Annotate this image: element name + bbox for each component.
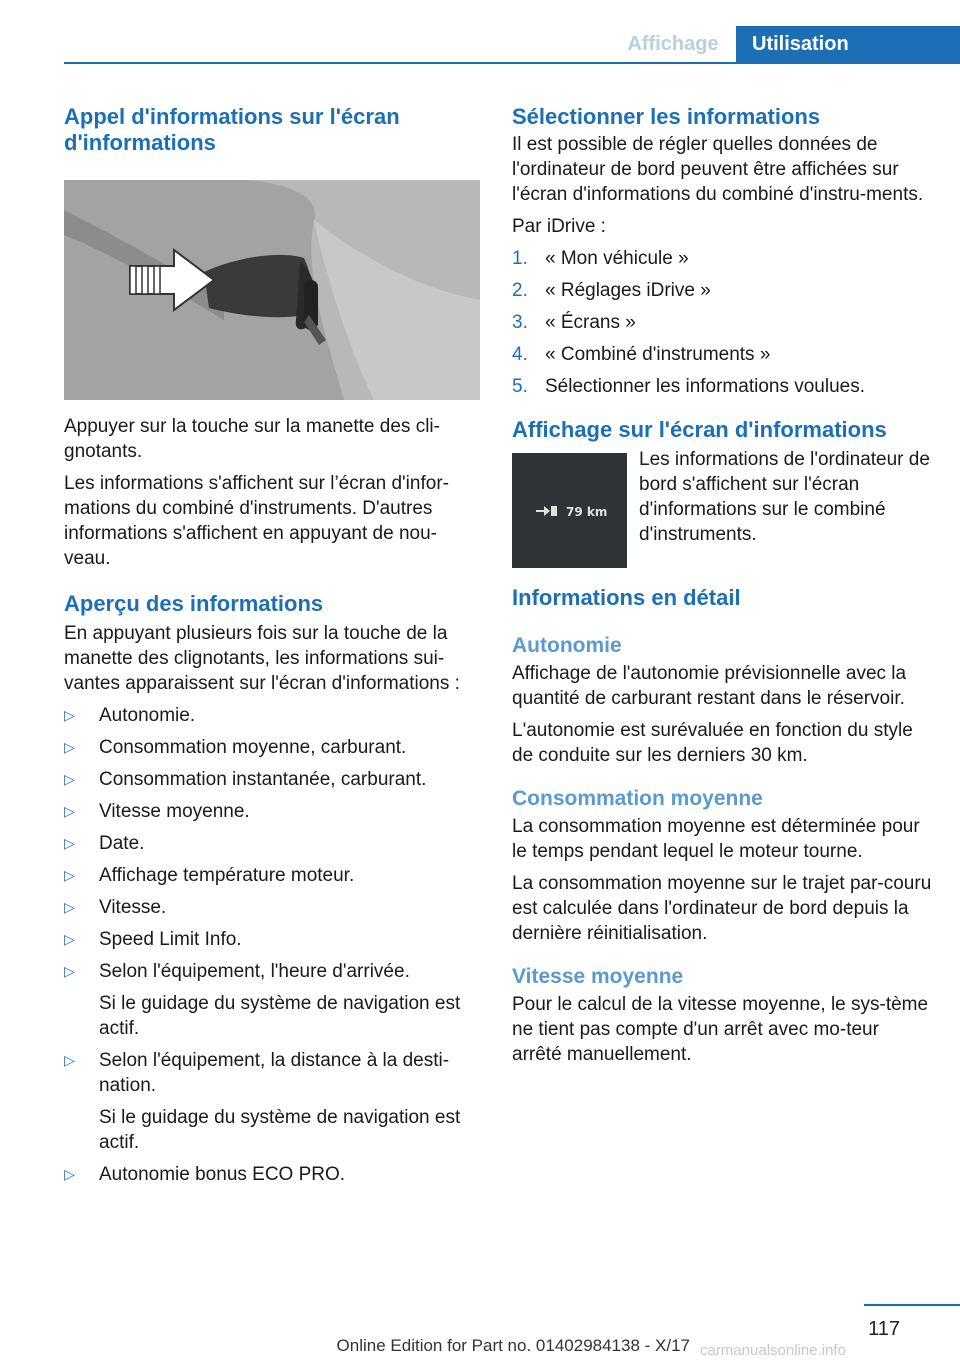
step-number: 4. <box>512 344 528 365</box>
triangle-bullet-icon: ▷ <box>64 1166 75 1182</box>
list-item <box>64 767 482 792</box>
paragraph-appuyer: Appuyer sur la touche sur la manette des cli-gnotants. <box>64 416 440 462</box>
triangle-bullet-icon: ▷ <box>64 739 75 755</box>
step-item <box>512 278 932 303</box>
idrive-steps <box>512 246 932 399</box>
step-text: Sélectionner les informations voulues. <box>545 376 866 397</box>
list-item-text: Selon l'équipement, la distance à la desti-nation. <box>99 1050 450 1096</box>
list-item <box>64 863 482 888</box>
step-item <box>512 374 932 399</box>
heading-consommation-moyenne: Consommation moyenne <box>512 787 763 810</box>
paragraph-consommation-2: La consommation moyenne sur le trajet par-couru est calculée dans l'ordinateur de bord depuis la dernière réinitialisation. <box>512 873 932 944</box>
paragraph-autonomie-1: Affichage de l'autonomie prévisionnelle avec la quantité de carburant restant dans le réservoir. <box>512 663 907 709</box>
paragraph-en-appuyant: En appuyant plusieurs fois sur la touche de la manette des clignotants, les informations sui-vantes apparaissent sur l'écran d'informations : <box>64 623 460 694</box>
triangle-bullet-icon: ▷ <box>64 835 75 851</box>
heading-informations-detail: Informations en détail <box>512 585 741 610</box>
step-number: 1. <box>512 248 528 269</box>
list-item-text: Vitesse. <box>99 897 167 918</box>
step-text: « Combiné d'instruments » <box>545 344 771 365</box>
triangle-bullet-icon: ▷ <box>64 771 75 787</box>
triangle-bullet-icon: ▷ <box>64 803 75 819</box>
paragraph-consommation-1: La consommation moyenne est déterminée pour le temps pendant lequel le moteur tourne. <box>512 816 920 862</box>
header-tab-utilisation: Utilisation <box>736 26 960 62</box>
list-item-text: Vitesse moyenne. <box>99 801 250 822</box>
list-item <box>64 703 482 728</box>
step-item <box>512 310 932 335</box>
list-item-text: Selon l'équipement, l'heure d'arrivée. <box>99 961 410 982</box>
list-item-subtext: Si le guidage du système de navigation est actif. <box>99 993 461 1039</box>
triangle-bullet-icon: ▷ <box>64 963 75 979</box>
page-number: 117 <box>868 1318 900 1340</box>
info-list <box>64 703 482 1187</box>
list-item <box>64 799 482 824</box>
watermark: carmanualsonline.info <box>700 1342 846 1359</box>
triangle-bullet-icon: ▷ <box>64 707 75 723</box>
step-number: 5. <box>512 376 528 397</box>
heading-affichage-ecran: Affichage sur l'écran d'informations <box>512 417 887 442</box>
step-item <box>512 342 932 367</box>
list-item <box>64 959 482 1041</box>
list-item-text: Autonomie bonus ECO PRO. <box>99 1164 346 1185</box>
step-number: 2. <box>512 280 528 301</box>
list-item <box>64 895 482 920</box>
step-item <box>512 246 932 271</box>
heading-autonomie: Autonomie <box>512 634 622 657</box>
list-item-text: Speed Limit Info. <box>99 929 242 950</box>
header-tab-affichage: Affichage <box>627 33 719 55</box>
list-item <box>64 1162 482 1187</box>
paragraph-informations-affichent: Les informations s'affichent sur l’écran d'infor-mations du combiné d'instruments. D'autres informations s'affichent en appuyant de nou-veau. <box>64 473 449 569</box>
heading-appel-informations: Appel d'informations sur l'écran d'informations <box>64 104 400 155</box>
list-item <box>64 1048 482 1155</box>
display-block <box>512 447 932 567</box>
paragraph-autonomie-2: L'autonomie est surévaluée en fonction du style de conduite sur les derniers 30 km. <box>512 720 913 766</box>
instrument-display-figure <box>512 453 627 568</box>
triangle-bullet-icon: ▷ <box>64 931 75 947</box>
header-rule <box>64 62 960 64</box>
paragraph-vitesse: Pour le calcul de la vitesse moyenne, le sys-tème ne tient pas compte d'un arrêt avec mo-teur arrêté manuellement. <box>512 994 929 1065</box>
list-item-text: Date. <box>99 833 145 854</box>
display-range-value: 79 km <box>566 505 608 519</box>
heading-selectionner-informations: Sélectionner les informations <box>512 104 821 129</box>
step-number: 3. <box>512 312 528 333</box>
list-item-text: Affichage température moteur. <box>99 865 355 886</box>
step-text: « Mon véhicule » <box>545 248 689 269</box>
list-item-subtext: Si le guidage du système de navigation est actif. <box>99 1107 461 1153</box>
left-column <box>64 104 482 1194</box>
step-text: « Écrans » <box>545 312 636 333</box>
paragraph-par-idrive: Par iDrive : <box>512 216 606 237</box>
list-item <box>64 735 482 760</box>
triangle-bullet-icon: ▷ <box>64 1052 75 1068</box>
step-text: « Réglages iDrive » <box>545 280 711 301</box>
list-item-text: Consommation instantanée, carburant. <box>99 769 427 790</box>
list-item-text: Consommation moyenne, carburant. <box>99 737 407 758</box>
list-item <box>64 831 482 856</box>
footer-rule <box>864 1304 960 1306</box>
triangle-bullet-icon: ▷ <box>64 867 75 883</box>
right-column <box>512 104 932 1074</box>
paragraph-les-informations-ordinateur: Les informations de l'ordinateur de bord s'affichent sur l'écran d'informations sur le combiné d'instruments. <box>639 449 930 545</box>
list-item-text: Autonomie. <box>99 705 196 726</box>
turn-signal-lever-figure <box>64 180 480 400</box>
heading-apercu-informations: Aperçu des informations <box>64 591 324 616</box>
list-item <box>64 927 482 952</box>
triangle-bullet-icon: ▷ <box>64 899 75 915</box>
edition-line: Online Edition for Part no. 01402984138 - X/17 <box>336 1336 690 1355</box>
heading-vitesse-moyenne: Vitesse moyenne <box>512 965 684 988</box>
paragraph-il-est-possible: Il est possible de régler quelles données de l'ordinateur de bord peuvent être affichées sur l'écran d'informations du combiné d'instru-ments. <box>512 134 924 205</box>
